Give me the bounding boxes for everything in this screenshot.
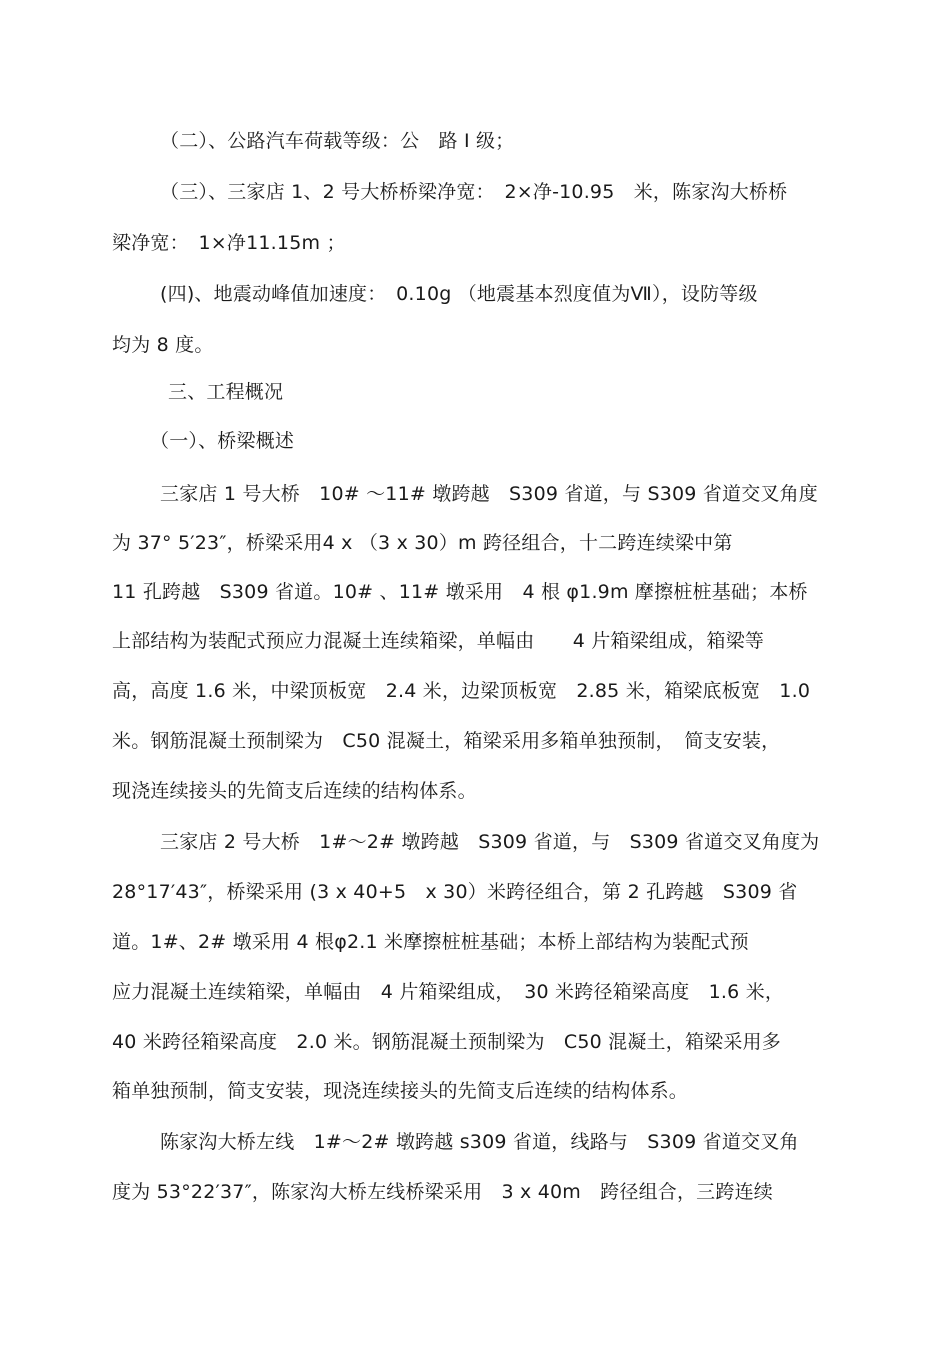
subsection-heading: （一）、桥梁概述 <box>150 430 295 452</box>
text-line: 11 孔跨越 S309 省道。10# 、11# 墩采用 4 根 φ1.9m 摩擦桩桩基础；本桥 <box>112 581 808 603</box>
text-line: 箱单独预制，简支安装，现浇连续接头的先简支后连续的结构体系。 <box>112 1080 689 1102</box>
text-line: 道。1#、2# 墩采用 4 根φ2.1 米摩擦桩桩基础；本桥上部结构为装配式预 <box>112 931 749 953</box>
text-line: 应力混凝土连续箱梁，单幅由 4 片箱梁组成， 30 米跨径箱梁高度 1.6 米， <box>112 981 785 1003</box>
text-line: （三）、三家店 1、2 号大桥桥梁净宽： 2×净-10.95 米，陈家沟大桥桥 <box>160 181 788 203</box>
text-line: 均为 8 度。 <box>112 334 214 356</box>
text-line: 上部结构为装配式预应力混凝土连续箱梁，单幅由 4 片箱梁组成，箱梁等 <box>112 630 765 652</box>
text-line: 40 米跨径箱梁高度 2.0 米。钢筋混凝土预制梁为 C50 混凝土，箱梁采用多 <box>112 1031 781 1053</box>
text-line: 梁净宽： 1×净11.15m ； <box>112 232 346 254</box>
text-line: 三家店 2 号大桥 1#～2# 墩跨越 S309 省道，与 S309 省道交叉角度为 <box>160 831 820 853</box>
section-heading: 三、工程概况 <box>168 381 284 403</box>
text-line: 现浇连续接头的先简支后连续的结构体系。 <box>112 780 477 802</box>
text-line: 为 37° 5′23″，桥梁采用4 x （3 x 30）m 跨径组合，十二跨连续梁中第 <box>112 532 733 554</box>
text-line: 米。钢筋混凝土预制梁为 C50 混凝土，箱梁采用多箱单独预制， 简支安装， <box>112 730 781 752</box>
text-line: 三家店 1 号大桥 10# ～11# 墩跨越 S309 省道，与 S309 省道交叉角度 <box>160 483 819 505</box>
text-line: 28°17′43″，桥梁采用 (3 x 40+5 x 30）米跨径组合，第 2 孔跨越 S309 省 <box>112 881 798 903</box>
text-line: （二）、公路汽车荷载等级：公 路 I 级； <box>160 130 515 152</box>
text-line: (四)、地震动峰值加速度： 0.10g （地震基本烈度值为Ⅶ），设防等级 <box>160 283 758 305</box>
text-line: 陈家沟大桥左线 1#～2# 墩跨越 s309 省道，线路与 S309 省道交叉角 <box>160 1131 799 1153</box>
text-line: 度为 53°22′37″，陈家沟大桥左线桥梁采用 3 x 40m 跨径组合，三跨连续 <box>112 1181 773 1203</box>
text-line: 高，高度 1.6 米，中梁顶板宽 2.4 米，边梁顶板宽 2.85 米，箱梁底板宽 1.0 <box>112 680 811 702</box>
